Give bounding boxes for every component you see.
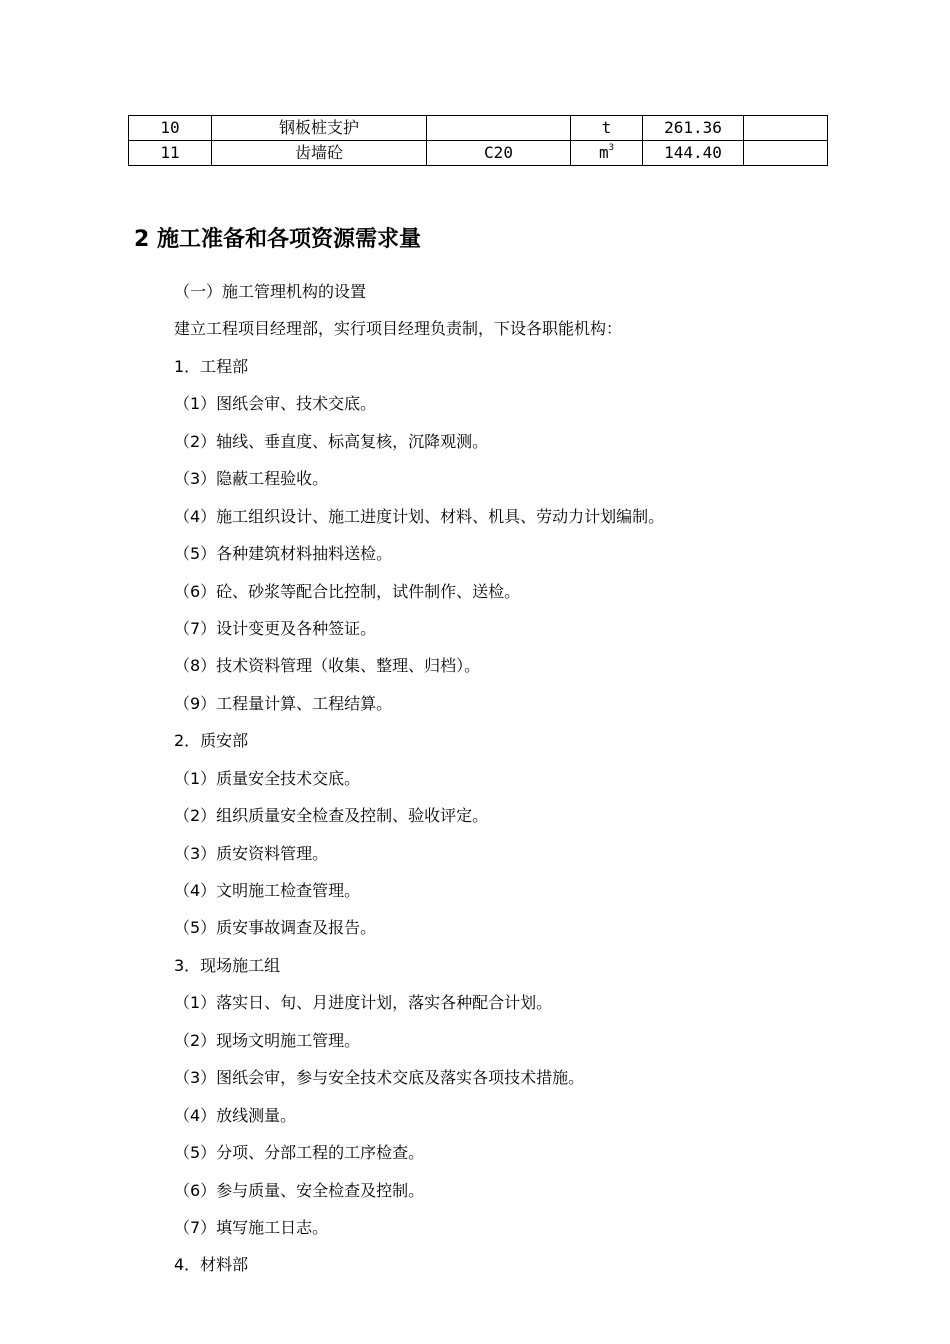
cell-spec	[427, 116, 571, 141]
cell-name: 齿墙砼	[212, 141, 427, 166]
body-line: （4）文明施工检查管理。	[174, 881, 361, 900]
body-line: （2）轴线、垂直度、标高复核，沉降观测。	[174, 431, 489, 451]
body-line: （4）放线测量。	[174, 1105, 297, 1125]
cell-spec: C20	[427, 141, 571, 166]
unit-superscript: 3	[608, 143, 615, 153]
section-body	[174, 278, 664, 1289]
section-heading: 2 施工准备和各项资源需求量	[134, 227, 421, 252]
body-line: （3）图纸会审，参与安全技术交底及落实各项技术措施。	[174, 1068, 585, 1088]
cell-note	[744, 116, 828, 141]
body-line: （3）隐蔽工程验收。	[174, 469, 329, 489]
cell-name: 钢板桩支护	[212, 116, 427, 141]
unit-text: m	[598, 143, 609, 162]
body-line: 3．现场施工组	[174, 955, 281, 975]
unit-text: t	[601, 118, 612, 137]
body-line: 2．质安部	[174, 731, 249, 751]
cell-unit	[571, 141, 643, 166]
body-line: 4．材料部	[174, 1255, 249, 1275]
body-line: （2）组织质量安全检查及控制、验收评定。	[174, 806, 489, 826]
body-line: （2）现场文明施工管理。	[174, 1030, 361, 1050]
body-line: 1．工程部	[174, 356, 249, 376]
body-line: 建立工程项目经理部，实行项目经理负责制，下设各职能机构：	[174, 319, 623, 339]
body-line: （7）填写施工日志。	[174, 1217, 329, 1237]
cell-quantity: 261.36	[643, 116, 744, 141]
body-line: （4）施工组织设计、施工进度计划、材料、机具、劳动力计划编制。	[174, 506, 665, 526]
body-line: （8）技术资料管理（收集、整理、归档）。	[174, 656, 481, 676]
body-line: （1）图纸会审、技术交底。	[174, 394, 377, 414]
body-line: （6）参与质量、安全检查及控制。	[174, 1180, 425, 1200]
body-line: （3）质安资料管理。	[174, 843, 329, 863]
body-line: （5）质安事故调查及报告。	[174, 918, 377, 938]
body-line: （5）分项、分部工程的工序检查。	[174, 1143, 425, 1163]
cell-quantity: 144.40	[643, 141, 744, 166]
cell-no: 11	[129, 141, 212, 166]
body-line: （1）落实日、旬、月进度计划，落实各种配合计划。	[174, 993, 553, 1013]
body-line: （1）质量安全技术交底。	[174, 768, 361, 788]
body-line: （5）各种建筑材料抽料送检。	[174, 544, 393, 564]
body-line: （9）工程量计算、工程结算。	[174, 693, 393, 713]
quantity-table	[128, 115, 828, 166]
body-line: （7）设计变更及各种签证。	[174, 618, 377, 638]
cell-note	[744, 141, 828, 166]
cell-no: 10	[129, 116, 212, 141]
cell-unit	[571, 116, 643, 141]
table-row	[129, 116, 828, 141]
body-line: （6）砼、砂浆等配合比控制，试件制作、送检。	[174, 581, 521, 601]
table-row	[129, 141, 828, 166]
body-line: （一）施工管理机构的设置	[174, 282, 367, 301]
